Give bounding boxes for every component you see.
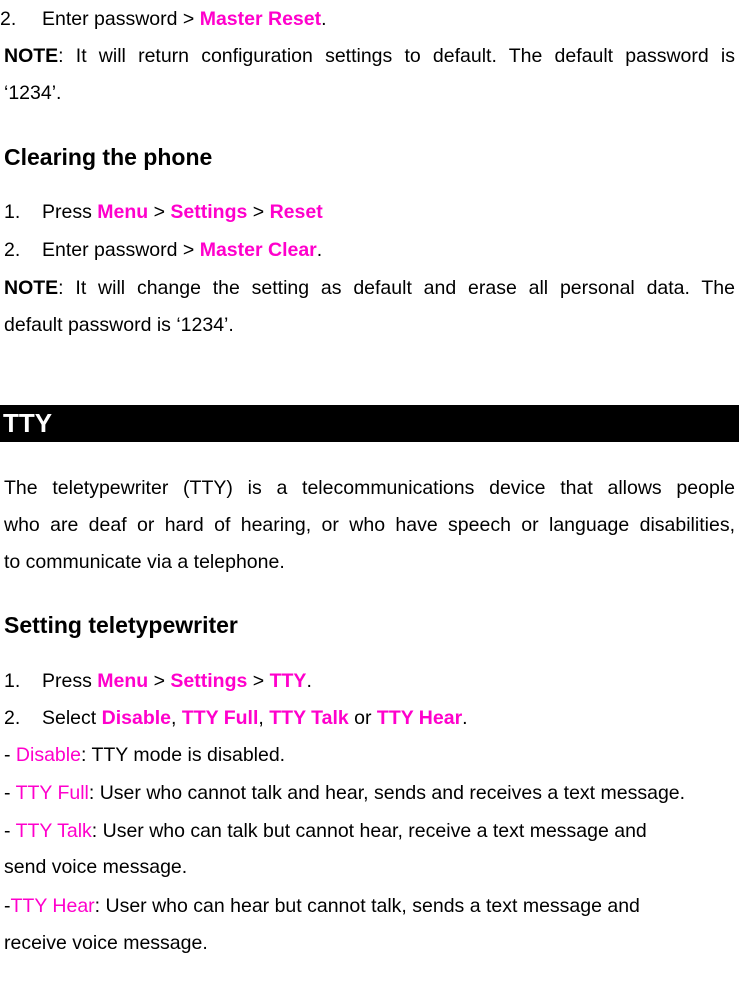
tty-intro-line1: The teletypewriter (TTY) is a telecommunications device that allows people	[4, 477, 735, 499]
master-reset-step: 2. Enter password > Master Reset.	[0, 8, 327, 30]
option-tty-hear: -TTY Hear: User who can hear but cannot talk, sends a text message and	[4, 895, 640, 917]
option-name: TTY Talk	[15, 820, 92, 842]
settings-key: Settings	[170, 201, 248, 223]
option-tty-talk: - TTY Talk: User who can talk but cannot hear, receive a text message and	[4, 820, 647, 842]
tty-full-key: TTY Full	[181, 707, 259, 729]
clearing-step-1: 1. Press Menu > Settings > Reset	[4, 201, 323, 223]
note-master-reset	[4, 44, 735, 68]
reset-key: Reset	[269, 201, 323, 223]
option-disable: - Disable: TTY mode is disabled.	[4, 744, 286, 766]
option-tty-talk-line2: send voice message.	[4, 856, 188, 878]
step-number: 2.	[0, 8, 17, 30]
section-heading-setting-tty: Setting teletypewriter	[4, 612, 238, 638]
option-name: Disable	[15, 744, 81, 766]
menu-key: Menu	[97, 201, 149, 223]
option-name: TTY Full	[15, 782, 89, 804]
note-label: NOTE	[4, 277, 59, 299]
master-reset-key: Master Reset	[199, 8, 322, 30]
section-heading-clearing: Clearing the phone	[4, 144, 213, 170]
note-label: NOTE	[4, 45, 59, 67]
tty-step-1: 1. Press Menu > Settings > TTY.	[4, 670, 312, 692]
option-name: TTY Hear	[10, 895, 95, 917]
menu-key: Menu	[97, 670, 149, 692]
section-bar-tty: TTY	[0, 405, 739, 442]
note-text: : It will change the setting as default and erase all personal data. The	[58, 277, 735, 299]
note-clearing-line2: default password is ‘1234’.	[4, 314, 234, 336]
clearing-step-2: 2. Enter password > Master Clear.	[4, 239, 323, 261]
tty-step-2: 2. Select Disable, TTY Full, TTY Talk or TTY Hear.	[4, 707, 468, 729]
settings-key: Settings	[170, 670, 248, 692]
note-master-reset-line2: ‘1234’.	[4, 82, 62, 104]
option-tty-full: - TTY Full: User who cannot talk and hear, sends and receives a text message.	[4, 782, 686, 804]
master-clear-key: Master Clear	[199, 239, 317, 261]
disable-key: Disable	[101, 707, 171, 729]
note-clearing	[4, 276, 735, 300]
step-text: Enter password >	[42, 8, 200, 30]
tty-hear-key: TTY Hear	[376, 707, 463, 729]
tty-intro-line3: to communicate via a telephone.	[4, 551, 285, 573]
tty-intro-line2: who are deaf or hard of hearing, or who have speech or language disabilities,	[4, 514, 735, 536]
option-tty-hear-line2: receive voice message.	[4, 932, 208, 954]
tty-talk-key: TTY Talk	[269, 707, 349, 729]
tty-key: TTY	[269, 670, 307, 692]
note-text: : It will return configuration settings to default. The default password is	[58, 45, 735, 67]
